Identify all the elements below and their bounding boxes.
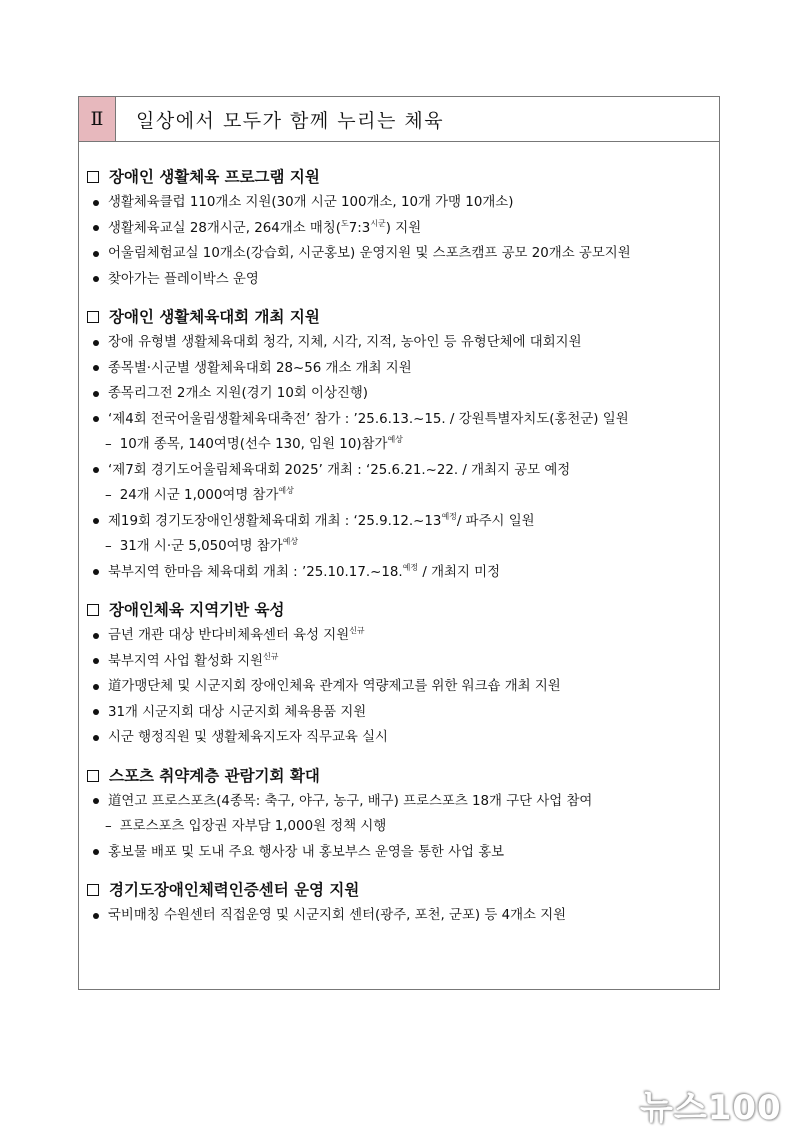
checkbox-square-icon	[87, 171, 99, 183]
bullet-icon	[93, 569, 99, 575]
subsection-heading-text: 장애인 생활체육 프로그램 지원	[109, 168, 320, 186]
item-text-main: 생활체육클럽 110개소 지원(30개 시군 100개소, 10개 가맹 10개소)	[108, 195, 514, 210]
bullet-icon	[93, 467, 99, 473]
bullet-icon	[93, 849, 99, 855]
sub-item	[87, 483, 713, 509]
list-item	[87, 725, 713, 751]
item-text	[120, 814, 387, 840]
subsection-heading	[87, 763, 713, 789]
item-text	[108, 330, 582, 356]
subsection-heading-text: 스포츠 취약계층 관람기회 확대	[109, 766, 320, 785]
bullet-icon	[93, 200, 99, 206]
bullet-icon	[93, 276, 99, 282]
checkbox-square-icon	[87, 311, 99, 323]
superscript-note: 도	[341, 218, 349, 228]
item-text-mid: 7:3	[348, 220, 371, 236]
item-text-post: / 개최지 미정	[418, 564, 501, 580]
item-text-pre: 생활체육교실 28개시군, 264개소 매칭(	[108, 220, 342, 236]
list-item	[87, 674, 713, 700]
item-text-pre: 제19회 경기도장애인생활체육대회 개최 : ‘25.9.12.~13	[108, 513, 442, 529]
item-text-main: 어울림체험교실 10개소(강습회, 시군홍보) 운영지원 및 스포츠캠프 공모 20개소 공모지원	[108, 246, 631, 261]
superscript-note: 시군	[370, 218, 386, 228]
item-text	[108, 381, 368, 407]
section-number: Ⅱ	[79, 97, 116, 141]
content-body	[79, 142, 719, 929]
item-text	[108, 789, 592, 815]
list-item	[87, 216, 713, 242]
subsection-heading-text: 경기도장애인체력인증센터 운영 지원	[109, 881, 360, 899]
item-text-main: 道연고 프로스포츠(4종목: 축구, 야구, 농구, 배구) 프로스포츠 18개 구단 사업 참여	[108, 793, 593, 809]
checkbox-square-icon	[87, 604, 99, 616]
list-item	[87, 458, 713, 484]
list-item	[87, 903, 713, 929]
bullet-icon	[93, 340, 99, 346]
section-title: 일상에서 모두가 함께 누리는 체육	[136, 109, 445, 132]
item-text-main: ‘제4회 전국어울림생활체육대축전’ 참가 : ’25.6.13.~15. / 강원특별자치도(홍천군) 일원	[108, 411, 629, 427]
sub-item	[87, 534, 713, 560]
list-item	[87, 330, 713, 356]
item-text-main: ‘제7회 경기도어울림체육대회 2025’ 개최 : ‘25.6.21.~22. / 개최지 공모 예정	[108, 462, 571, 478]
bullet-icon	[93, 658, 99, 664]
bullet-icon	[93, 416, 99, 422]
subsection-heading	[87, 304, 713, 330]
superscript-note: 신규	[263, 651, 279, 661]
section-block	[87, 304, 713, 585]
item-text-main: 종목리그전 2개소 지원(경기 10회 이상진행)	[108, 386, 368, 401]
document-frame	[78, 96, 720, 990]
dash-marker: –	[105, 437, 112, 452]
section-block	[87, 597, 713, 751]
item-text-post: / 파주시 일원	[456, 513, 535, 529]
subsection-heading-text: 장애인 생활체육대회 개최 지원	[109, 308, 320, 326]
item-text-main: 프로스포츠 입장권 자부담 1,000원 정책 시행	[119, 819, 387, 834]
section-header	[79, 97, 719, 142]
subsection-heading-text: 장애인체육 지역기반 육성	[109, 601, 285, 619]
item-text	[108, 407, 629, 433]
item-text	[120, 534, 298, 560]
item-text-main: 31개 시·군 5,050여명 참가	[119, 539, 283, 554]
item-text-main: 시군 행정직원 및 생활체육지도자 직무교육 실시	[108, 730, 388, 745]
dash-marker: –	[105, 819, 112, 834]
item-text-pre: 북부지역 한마음 체육대회 개최 : ’25.10.17.~18.	[108, 564, 403, 580]
item-text-main: 찾아가는 플레이박스 운영	[108, 271, 259, 287]
list-item	[87, 241, 713, 267]
item-text	[108, 241, 631, 267]
item-text-main: 종목별·시군별 생활체육대회 28~56 개소 개최 지원	[108, 360, 412, 376]
superscript-note: 예상	[278, 486, 294, 495]
list-item	[87, 649, 713, 675]
section-block	[87, 763, 713, 866]
subsection-heading	[87, 597, 713, 623]
bullet-icon	[93, 913, 99, 919]
item-text-main: 홍보물 배포 및 도내 주요 행사장 내 홍보부스 운영을 통한 사업 홍보	[108, 844, 505, 860]
superscript-note: 예상	[282, 537, 299, 546]
item-text	[108, 216, 421, 242]
list-item	[87, 407, 713, 433]
superscript-note: 신규	[349, 626, 365, 635]
item-text-main: 북부지역 사업 활성화 지원	[108, 653, 264, 669]
item-text	[108, 560, 500, 586]
item-text-main: 24개 시군 1,000여명 참가	[119, 488, 279, 503]
item-text	[120, 432, 403, 458]
item-text	[120, 483, 294, 509]
item-text-main: 10개 종목, 140여명(선수 130, 임원 10)참가	[119, 437, 388, 452]
item-text-main: 道가맹단체 및 시군지회 장애인체육 관계자 역량제고를 위한 워크숍 개최 지원	[108, 679, 561, 694]
item-text	[108, 458, 570, 484]
item-text	[108, 356, 412, 382]
list-item	[87, 840, 713, 866]
sub-item	[87, 814, 713, 840]
list-item	[87, 381, 713, 407]
item-text	[108, 725, 388, 751]
list-item	[87, 267, 713, 293]
item-text	[108, 190, 513, 216]
checkbox-square-icon	[87, 770, 99, 782]
item-text-main: 장애 유형별 생활체육대회 청각, 지체, 시각, 지적, 농아인 등 유형단체에 대회지원	[108, 335, 582, 350]
item-text	[108, 623, 365, 649]
item-text	[108, 700, 366, 726]
section-block	[87, 164, 713, 292]
sub-item	[87, 432, 713, 458]
checkbox-square-icon	[87, 884, 99, 896]
item-text-main: 국비매칭 수원센터 직접운영 및 시군지회 센터(광주, 포천, 군포) 등 4개소 지원	[108, 908, 567, 923]
bullet-icon	[93, 735, 99, 741]
list-item	[87, 356, 713, 382]
item-text	[108, 509, 535, 535]
item-text	[108, 267, 259, 293]
superscript-note: 예정	[402, 562, 419, 572]
list-item	[87, 509, 713, 535]
superscript-note: 예정	[441, 511, 457, 521]
item-text-main: 금년 개관 대상 반다비체육센터 육성 지원	[108, 628, 350, 643]
item-text	[108, 840, 504, 866]
list-item	[87, 623, 713, 649]
bullet-icon	[93, 365, 99, 371]
section-block	[87, 877, 713, 929]
list-item	[87, 190, 713, 216]
superscript-note: 예상	[387, 435, 403, 444]
dash-marker: –	[105, 488, 112, 503]
item-text	[108, 674, 561, 700]
bullet-icon	[93, 798, 99, 804]
bullet-icon	[93, 684, 99, 690]
watermark-logo: 뉴스100	[640, 1088, 782, 1128]
dash-marker: –	[105, 539, 112, 554]
bullet-icon	[93, 225, 99, 231]
subsection-heading	[87, 164, 713, 190]
list-item	[87, 560, 713, 586]
bullet-icon	[93, 251, 99, 257]
list-item	[87, 789, 713, 815]
item-text	[108, 903, 566, 929]
item-text	[108, 649, 279, 675]
list-item	[87, 700, 713, 726]
item-text-post: ) 지원	[385, 220, 422, 236]
item-text-main: 31개 시군지회 대상 시군지회 체육용품 지원	[108, 704, 367, 720]
bullet-icon	[93, 391, 99, 397]
subsection-heading	[87, 877, 713, 903]
bullet-icon	[93, 633, 99, 639]
bullet-icon	[93, 518, 99, 524]
bullet-icon	[93, 709, 99, 715]
